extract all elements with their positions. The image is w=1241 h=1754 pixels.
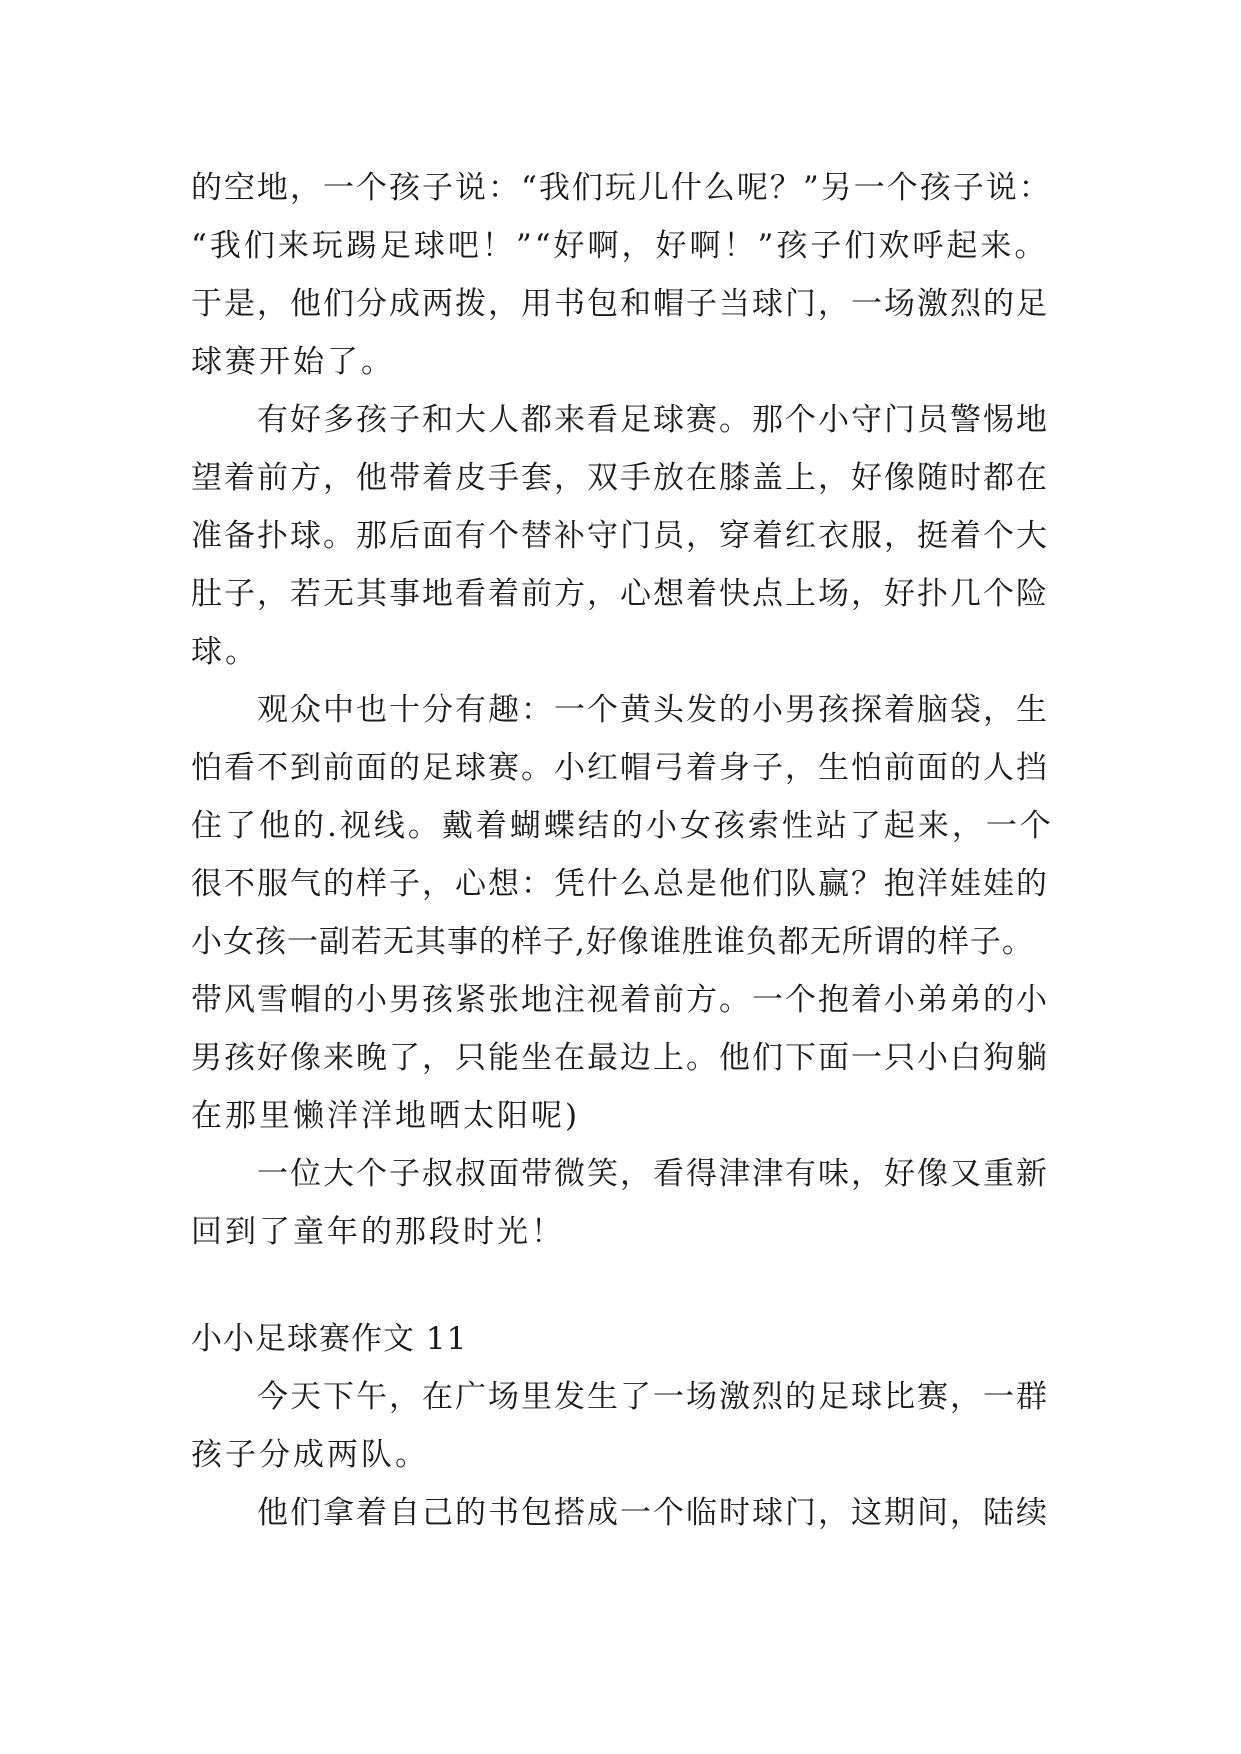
section-heading: 小小足球赛作文 11 xyxy=(191,1321,468,1357)
text-line: 于是，他们分成两拨，用书包和帽子当球门，一场激烈的足 xyxy=(191,286,1049,322)
text-line: 球赛开始了。 xyxy=(191,344,395,380)
text-line: 怕看不到前面的足球赛。小红帽弓着身子，生怕前面的人挡 xyxy=(191,750,1049,786)
text-line: 孩子分成两队。 xyxy=(191,1437,429,1473)
text-line: 带风雪帽的小男孩紧张地注视着前方。一个抱着小弟弟的小 xyxy=(191,982,1049,1018)
text-line: 肚子，若无其事地看着前方，心想着快点上场，好扑几个险 xyxy=(191,576,1049,612)
text-line: 男孩好像来晚了，只能坐在最边上。他们下面一只小白狗躺 xyxy=(191,1040,1049,1076)
text-line: 住了他的.视线。戴着蝴蝶结的小女孩索性站了起来，一个 xyxy=(191,808,1054,844)
text-line: 小女孩一副若无其事的样子,好像谁胜谁负都无所谓的样子。 xyxy=(191,924,1034,960)
text-line: 望着前方，他带着皮手套，双手放在膝盖上，好像随时都在 xyxy=(191,460,1049,496)
paragraph-first-line: 观众中也十分有趣：一个黄头发的小男孩探着脑袋，生 xyxy=(257,692,1049,728)
text-line: 很不服气的样子，心想：凭什么总是他们队赢？抱洋娃娃的 xyxy=(191,866,1049,902)
text-line: “我们来玩踢足球吧！”“好啊，好啊！”孩子们欢呼起来。 xyxy=(191,228,1049,264)
paragraph-first-line: 他们拿着自己的书包搭成一个临时球门，这期间，陆续 xyxy=(257,1495,1049,1531)
paragraph-first-line: 一位大个子叔叔面带微笑，看得津津有味，好像又重新 xyxy=(257,1156,1049,1192)
text-line: 在那里懒洋洋地晒太阳呢) xyxy=(191,1098,581,1134)
text-line: 球。 xyxy=(191,634,259,670)
paragraph-first-line: 今天下午，在广场里发生了一场激烈的足球比赛，一群 xyxy=(257,1379,1049,1415)
paragraph-first-line: 有好多孩子和大人都来看足球赛。那个小守门员警惕地 xyxy=(257,402,1049,438)
text-line: 准备扑球。那后面有个替补守门员，穿着红衣服，挺着个大 xyxy=(191,518,1049,554)
text-line: 回到了童年的那段时光！ xyxy=(191,1214,565,1250)
text-line: 的空地，一个孩子说：“我们玩儿什么呢？”另一个孩子说： xyxy=(191,170,1052,206)
